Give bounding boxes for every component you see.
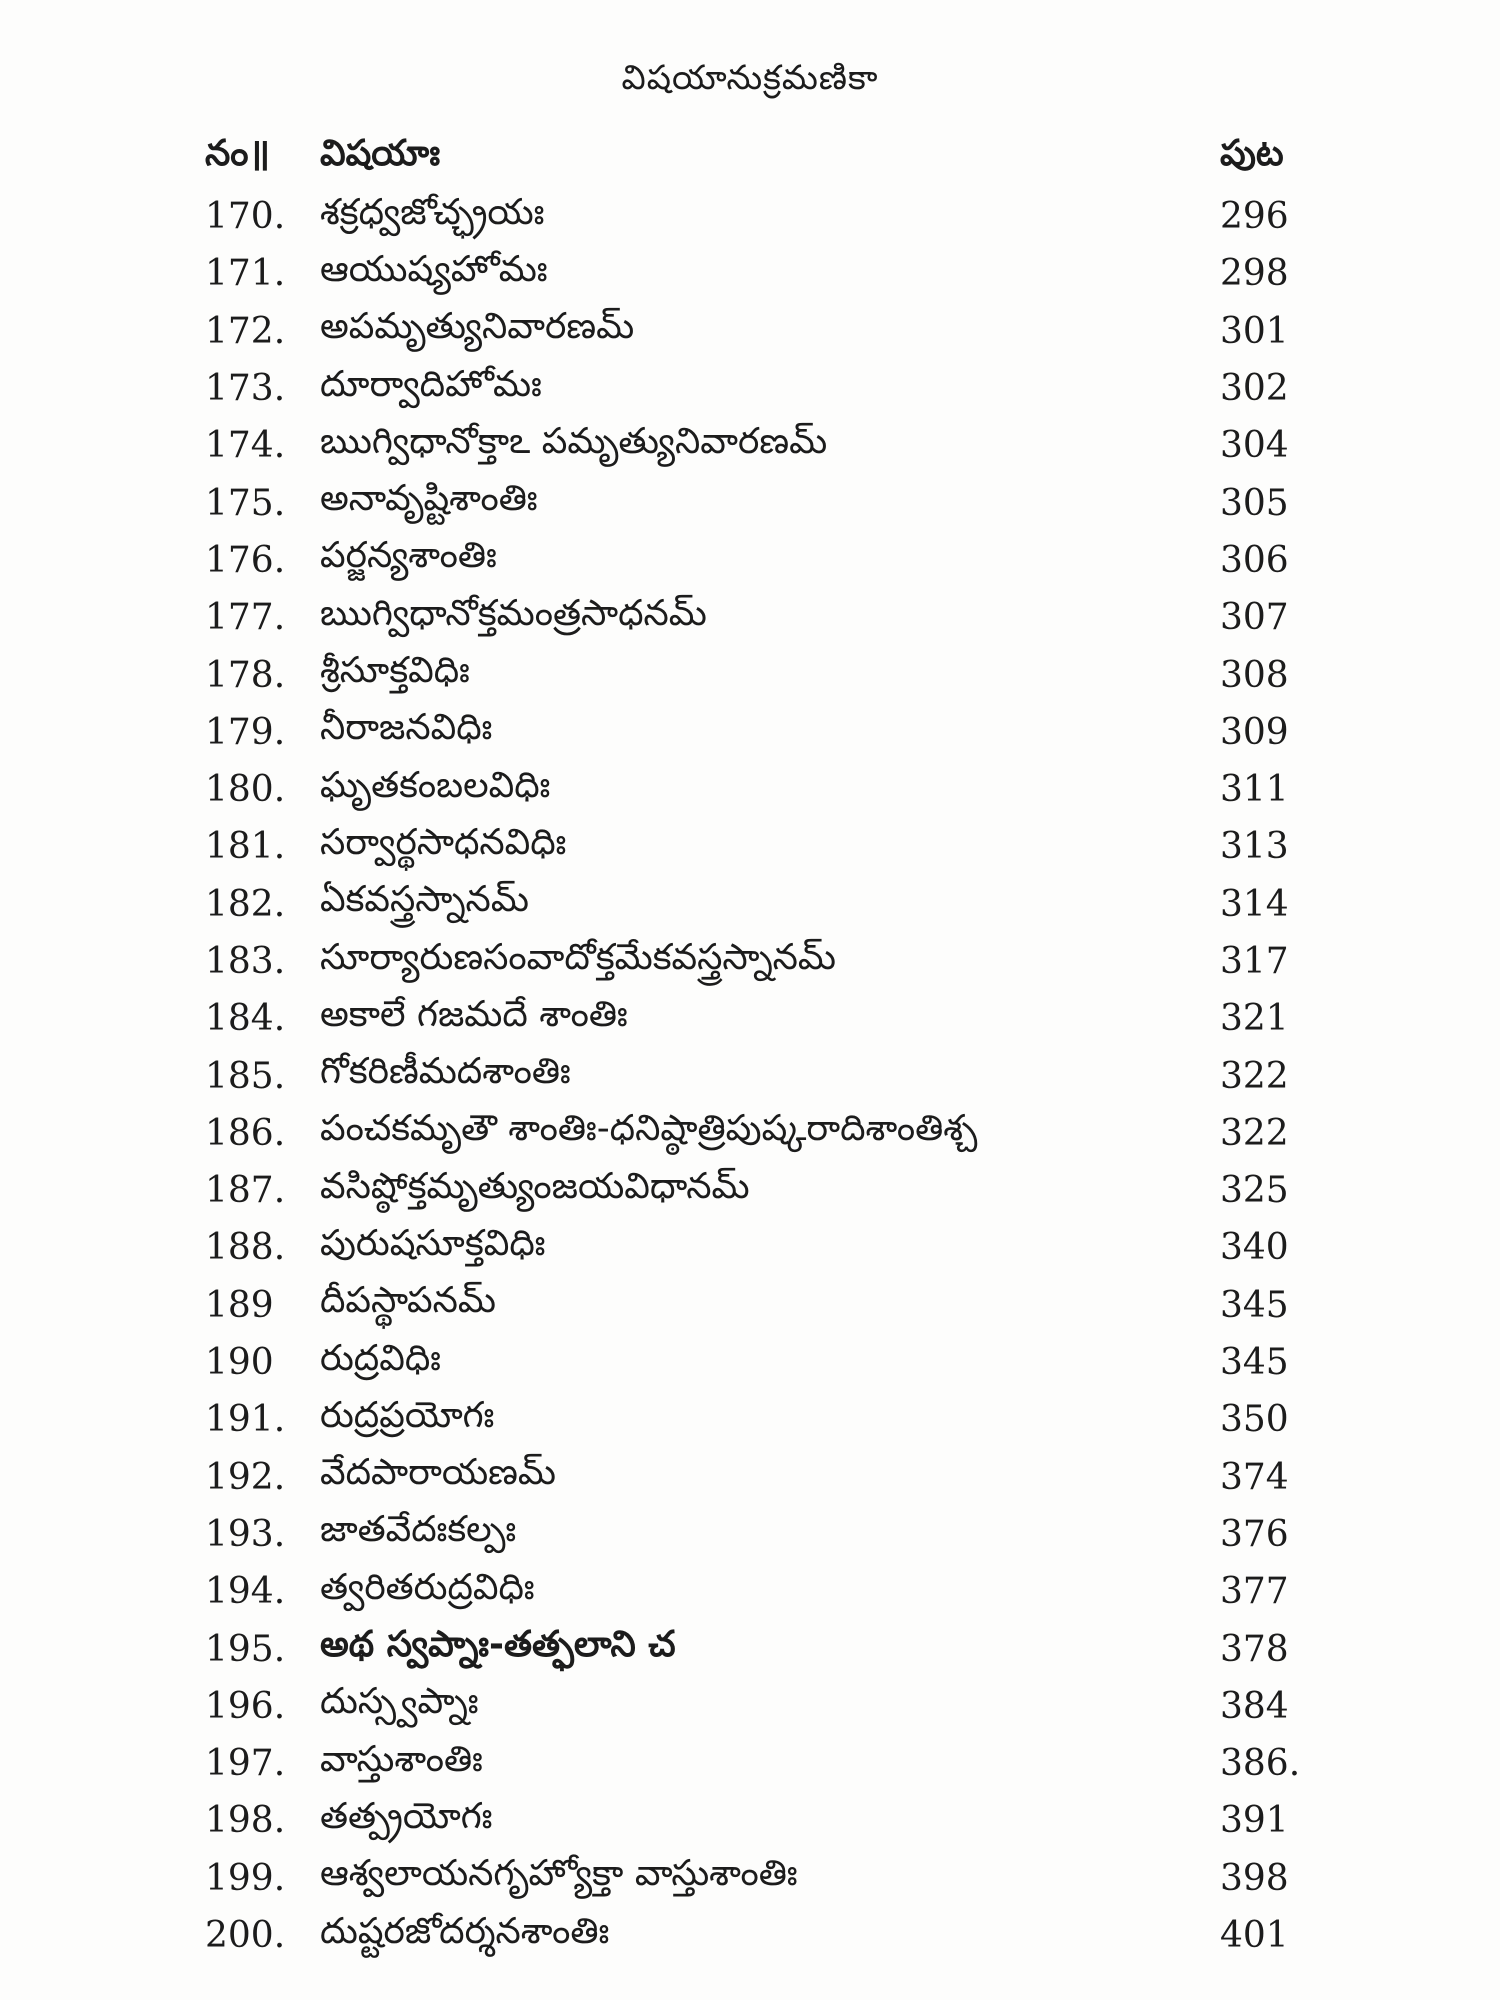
toc-header [205, 128, 1340, 188]
entry-title: అపమృత్యునివారణమ్ [320, 306, 635, 348]
entry-title: అథ స్వప్నాః-తత్ఫలాని చ [320, 1624, 676, 1666]
entry-title: ఆశ్వలాయనగృహ్యోక్తా వాస్తుశాంతిః [320, 1853, 798, 1895]
entry-page: 321 [1220, 998, 1289, 1040]
entry-number: 199. [205, 1857, 286, 1899]
entry-page: 304 [1220, 425, 1289, 467]
entry-number: 200. [205, 1915, 286, 1957]
entry-page: 376 [1220, 1513, 1289, 1555]
entry-number: 179. [205, 711, 286, 753]
entry-page: 305 [1220, 482, 1289, 524]
entry-page: 378 [1220, 1628, 1289, 1670]
toc-row [205, 990, 1340, 1047]
entry-number: 186. [205, 1112, 286, 1154]
toc-row [205, 704, 1340, 761]
entry-number: 187. [205, 1170, 286, 1212]
entry-page: 317 [1220, 941, 1289, 982]
entry-page: 298 [1220, 253, 1289, 295]
entry-page: 386. [1220, 1743, 1301, 1785]
entry-title: వేదపారాయణమ్ [320, 1452, 556, 1494]
entry-number: 185. [205, 1055, 286, 1097]
entry-title: ఋగ్విధానోక్తాఽ పమృత్యునివారణమ్ [320, 420, 828, 462]
entry-title: రుద్రప్రయోగః [320, 1394, 495, 1436]
entry-title: వసిష్ఠోక్తమృత్యుంజయవిధానమ్ [320, 1165, 750, 1207]
toc-row [205, 1334, 1340, 1391]
table-of-contents [205, 128, 1340, 1964]
toc-row [205, 1162, 1340, 1219]
entry-page: 313 [1220, 826, 1289, 868]
toc-row [205, 1735, 1340, 1792]
entry-number: 190 [205, 1342, 274, 1384]
entry-number: 181. [205, 826, 286, 868]
entry-number: 170. [205, 196, 286, 238]
toc-row [205, 761, 1340, 818]
toc-row [205, 417, 1340, 474]
entry-page: 314 [1220, 883, 1289, 925]
entry-number: 174. [205, 425, 286, 467]
entry-number: 178. [205, 654, 286, 696]
entry-title: సర్వార్థసాధనవిధిః [320, 821, 567, 863]
page-title: విషయానుక్రమణికా [621, 58, 879, 98]
toc-row [205, 245, 1340, 302]
entry-number: 173. [205, 368, 286, 410]
entry-number: 177. [205, 597, 286, 639]
header-number: నం॥ [205, 133, 271, 174]
entry-number: 193. [205, 1513, 286, 1555]
entry-number: 180. [205, 769, 286, 811]
toc-row [205, 589, 1340, 646]
entry-page: 311 [1220, 769, 1289, 811]
entry-title: శక్రధ్వజోచ్ఛ్రయః [320, 191, 545, 233]
entry-title: త్వరితరుద్రవిధిః [320, 1566, 535, 1608]
toc-row [205, 646, 1340, 703]
entry-page: 322 [1220, 1112, 1289, 1154]
entry-page: 309 [1220, 711, 1289, 753]
toc-row [205, 188, 1340, 245]
entry-page: 301 [1220, 310, 1289, 352]
entry-number: 196. [205, 1685, 286, 1727]
entry-title: వాస్తుశాంతిః [320, 1738, 483, 1780]
entry-number: 194. [205, 1571, 286, 1613]
toc-row [205, 474, 1340, 531]
toc-row [205, 1850, 1340, 1907]
entry-number: 192. [205, 1456, 286, 1498]
entry-page: 302 [1220, 368, 1289, 410]
entry-title: ఏకవస్త్రస్నానమ్ [320, 879, 529, 921]
entry-title: ఆయుష్యహోమః [320, 248, 548, 290]
toc-row [205, 1907, 1340, 1964]
entry-page: 374 [1220, 1456, 1289, 1498]
entry-title: నీరాజనవిధిః [320, 707, 493, 749]
toc-row [205, 1047, 1340, 1104]
toc-row [205, 1792, 1340, 1849]
entry-page: 401 [1220, 1915, 1289, 1957]
entry-title: పురుషసూక్తవిధిః [320, 1222, 546, 1264]
entry-number: 183. [205, 941, 286, 982]
entry-page: 308 [1220, 654, 1289, 696]
entry-number: 176. [205, 539, 286, 581]
header-page: పుట [1220, 133, 1284, 174]
entry-title: ఘృతకంబలవిధిః [320, 764, 551, 806]
entry-title: రుద్రవిధిః [320, 1337, 441, 1379]
entry-number: 188. [205, 1227, 286, 1269]
entry-page: 398 [1220, 1857, 1289, 1899]
entry-title: గోకరిణీమదశాంతిః [320, 1051, 571, 1093]
entry-title: అకాలే గజమదే శాంతిః [320, 993, 628, 1035]
entry-page: 340 [1220, 1227, 1289, 1269]
entry-number: 172. [205, 310, 286, 352]
entry-number: 184. [205, 998, 286, 1040]
entry-number: 175. [205, 482, 286, 524]
entry-title: శ్రీసూక్తవిధిః [320, 650, 470, 692]
entry-title: పర్జన్యశాంతిః [320, 535, 497, 577]
entry-page: 345 [1220, 1342, 1289, 1384]
entry-title: సూర్యారుణసంవాదోక్తమేకవస్త్రస్నానమ్ [320, 936, 837, 978]
entry-page: 391 [1220, 1800, 1289, 1842]
toc-rows [205, 188, 1340, 1964]
entry-page: 306 [1220, 539, 1289, 581]
entry-number: 198. [205, 1800, 286, 1842]
entry-title: జాతవేదఃకల్పః [320, 1509, 517, 1551]
entry-title: దుష్టరజోదర్శనశాంతిః [320, 1910, 610, 1952]
toc-row [205, 532, 1340, 589]
entry-title: పంచకమృతౌ శాంతిః-ధనిష్ఠాత్రిపుష్కరాదిశాంతిశ్చ [320, 1108, 978, 1150]
entry-number: 182. [205, 883, 286, 925]
toc-row [205, 1277, 1340, 1334]
toc-row [205, 1563, 1340, 1620]
entry-title: అనావృష్టిశాంతిః [320, 478, 538, 520]
toc-row [205, 1449, 1340, 1506]
toc-row [205, 933, 1340, 990]
entry-title: తత్ప్రయోగః [320, 1795, 493, 1837]
entry-title: దుస్స్వప్నాః [320, 1681, 479, 1723]
toc-row [205, 1506, 1340, 1563]
toc-row [205, 360, 1340, 417]
toc-row [205, 1678, 1340, 1735]
entry-title: దూర్వాదిహోమః [320, 363, 542, 405]
toc-row [205, 1620, 1340, 1677]
entry-page: 345 [1220, 1284, 1289, 1326]
toc-row [205, 1391, 1340, 1448]
entry-title: దీపస్థాపనమ్ [320, 1280, 496, 1322]
toc-row [205, 303, 1340, 360]
entry-page: 296 [1220, 196, 1289, 238]
header-subject: విషయాః [320, 133, 441, 174]
entry-number: 189 [205, 1284, 274, 1326]
entry-page: 325 [1220, 1170, 1289, 1212]
entry-number: 171. [205, 253, 286, 295]
entry-number: 195. [205, 1628, 286, 1670]
toc-row [205, 818, 1340, 875]
toc-row [205, 1219, 1340, 1276]
entry-number: 197. [205, 1743, 286, 1785]
entry-number: 191. [205, 1399, 286, 1441]
entry-title: ఋగ్విధానోక్తమంత్రసాధనమ్ [320, 592, 707, 634]
toc-row [205, 876, 1340, 933]
entry-page: 322 [1220, 1055, 1289, 1097]
toc-row [205, 1105, 1340, 1162]
entry-page: 307 [1220, 597, 1289, 639]
entry-page: 350 [1220, 1399, 1289, 1441]
entry-page: 384 [1220, 1685, 1289, 1727]
entry-page: 377 [1220, 1571, 1289, 1613]
